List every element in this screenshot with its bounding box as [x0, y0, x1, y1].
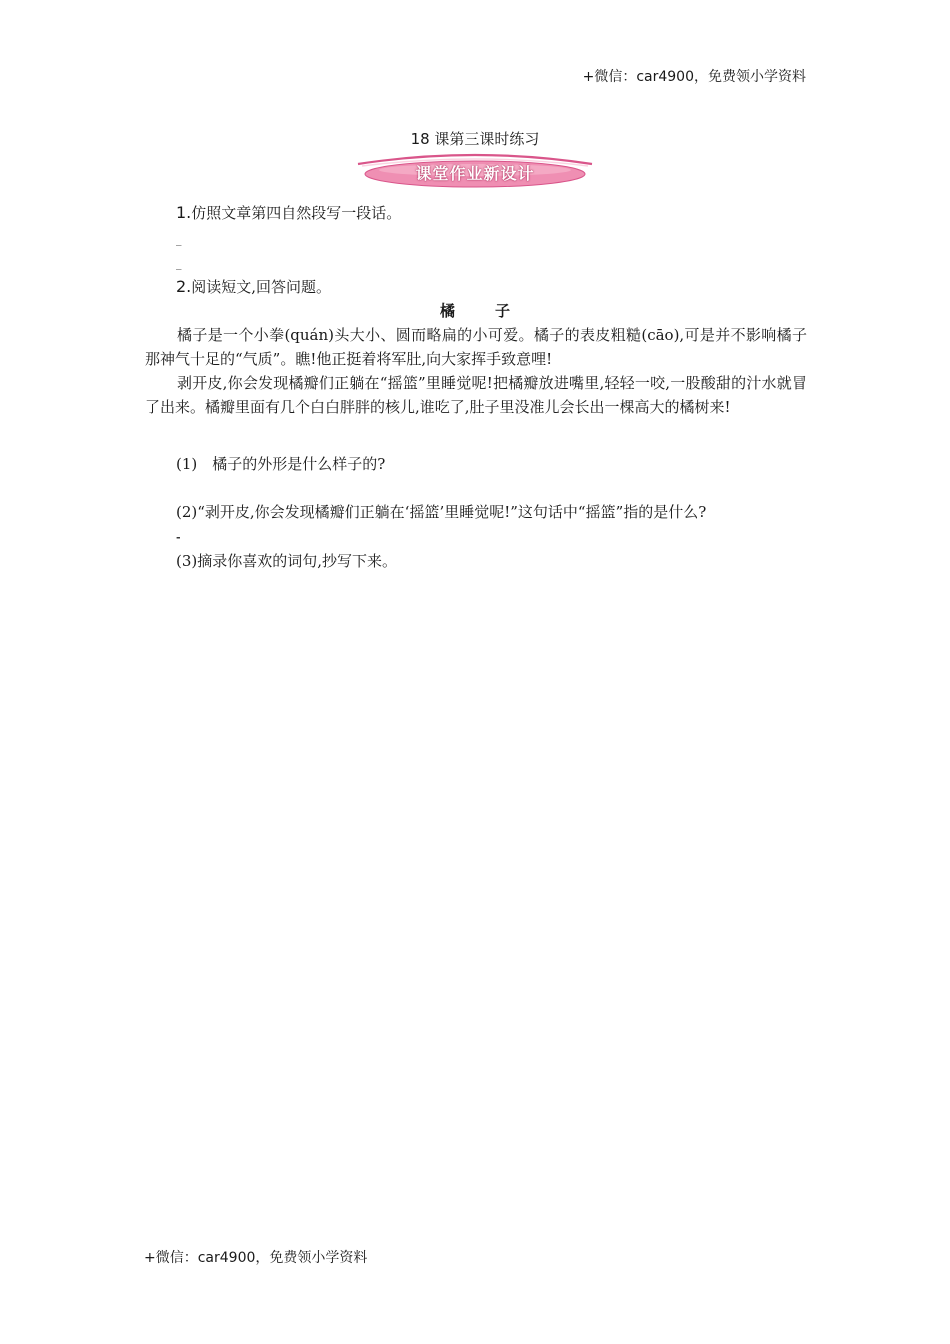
sub-question-1: (1) 橘子的外形是什么样子的?: [176, 455, 386, 473]
passage-title: [0, 300, 950, 321]
section-banner: [352, 148, 598, 190]
passage-paragraph-1: 橘子是一个小拳(quán)头大小、圆而略扁的小可爱。橘子的表皮粗糙(cāo),可是并不影响橘子那神气十足的“气质”。瞧!他正挺着将军肚,向大家挥手致意哩!: [145, 326, 807, 368]
answer-blank-3: -: [176, 531, 181, 544]
question-2-number: 2.: [176, 277, 192, 296]
question-2-text: 阅读短文,回答问题。: [191, 278, 332, 296]
passage-paragraph-2: 剥开皮,你会发现橘瓣们正躺在“摇篮”里睡觉呢!把橘瓣放进嘴里,轻轻一咬,一股酸甜的汁水就冒了出来。橘瓣里面有几个白白胖胖的核儿,谁吃了,肚子里没准儿会长出一棵高大的橘树来!: [145, 374, 807, 416]
passage-title-part2: 子: [495, 302, 511, 320]
footer-note: +微信：car4900，免费领小学资料: [144, 1250, 368, 1266]
lesson-title: 18 课第三课时练习: [410, 130, 540, 148]
banner-text: 课堂作业新设计: [415, 164, 535, 183]
header-note: +微信：car4900，免费领小学资料: [582, 69, 806, 85]
answer-blank-2: _: [176, 257, 182, 270]
question-1-text: 仿照文章第四自然段写一段话。: [191, 204, 402, 222]
passage-title-part1: 橘: [439, 302, 455, 320]
sub-question-3: (3)摘录你喜欢的词句,抄写下来。: [176, 552, 398, 570]
answer-blank-1: _: [176, 233, 182, 246]
passage-body: [145, 323, 807, 419]
sub-question-2: (2)“剥开皮,你会发现橘瓣们正躺在‘摇篮’里睡觉呢!”这句话中“摇篮”指的是什么?: [176, 503, 707, 521]
question-2: [176, 276, 331, 297]
question-1: [176, 202, 401, 223]
question-1-number: 1.: [176, 203, 192, 222]
